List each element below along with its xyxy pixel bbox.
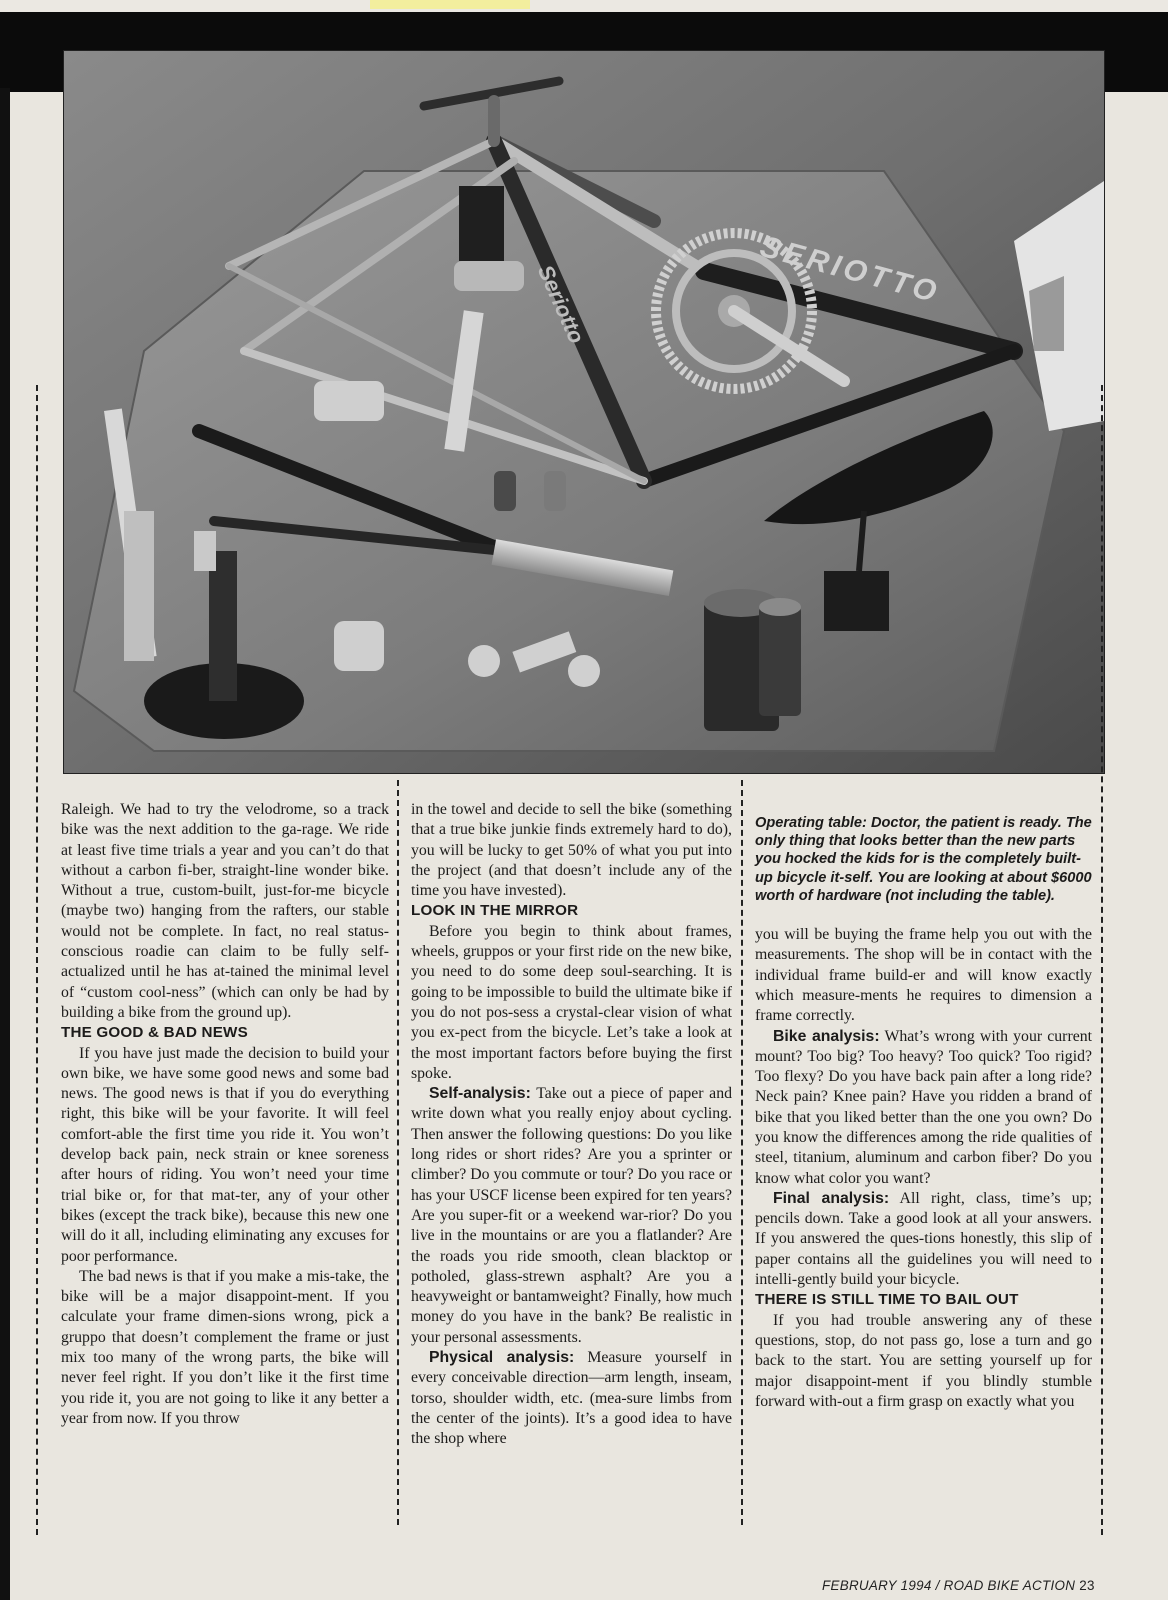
bike-parts-photo bbox=[63, 50, 1105, 774]
col1-paragraph-2: If you have just made the decision to build your own bike, we have some good news and some bad news. The good news is that if you do everything right, this bike will be your favorite. It will feel comfort-able the first time you ride it. You won’t develop back pain, neck strain or knee soreness after hours of riding. You won’t need your time trial bike or, for that mat-ter, any of your other bikes (except the track bike), because this new one will do it all, including eliminating any excuses for poor performance. bbox=[61, 1044, 389, 1265]
col1-paragraph-1: Raleigh. We had to try the velodrome, so a track bike was the next addition to the ga-rage. We ride at least five time trials a year and you can’t do that without a carbon fi-ber, straight-line wonder bike. Without a true, custom-built, just-for-me bicycle (maybe two) hanging from the rafters, our stable would not be complete. In fact, no real status-conscious roadie can claim to be fully self-actualized until he has at-tained the minimal level of “custom cool-ness” (which can only be had by building a bike from the ground up). bbox=[61, 801, 389, 1021]
column-rule-1 bbox=[397, 780, 399, 1525]
self-analysis-text: Take out a piece of paper and write down what you really enjoy about cycling. Then answer the following questions: Do you like long rides or short rides? Are you a sprinter or climber? Do you commute or tour? Do you race or has your USCF license been expired for ten years? Are you super-fit or a weekend war-rior? Do you live in the mountains or are you a flatlander? Are the roads you ride smooth, clean blacktop or potholed, glass-strewn asphalt? Are you a heavyweight or bantamweight? Finally, how much money do you have in the bank? Be realistic in your personal assessments. bbox=[411, 1085, 732, 1346]
issue-line: FEBRUARY 1994 / ROAD BIKE ACTION bbox=[822, 1578, 1076, 1593]
heading-good-bad-news: THE GOOD & BAD NEWS bbox=[61, 1024, 248, 1042]
physical-analysis-lead: Physical analysis: bbox=[429, 1349, 575, 1367]
col1-paragraph-3: The bad news is that if you make a mis-take, the bike will be a major disappoint-ment. If you calculate your frame dimen-sions wrong, pick a gruppo that doesn’t complement the frame or just mix too many of the wrong parts, the bike will never feel right. If you don’t like it the first time you ride it, you are not going to like it any better a year from now. If you throw bbox=[61, 1267, 389, 1427]
physical-analysis-text: Measure yourself in every conceivable direction—arm length, inseam, torso, shoulder width, etc. (mea-sure limbs from the center of the joints). It’s a good idea to have the shop where bbox=[411, 1349, 732, 1448]
yellow-tab bbox=[370, 0, 530, 9]
col3-paragraph-1: you will be buying the frame help you out with the measurements. The shop will be in contact with the individual frame build-er and will know exactly which measure-ments he requires to dimension a frame correctly. bbox=[755, 926, 1092, 1025]
page-footer bbox=[822, 1578, 1095, 1593]
headset-cylinders bbox=[704, 589, 801, 731]
left-margin-rule bbox=[36, 385, 38, 1535]
bike-analysis-text: What’s wrong with your current mount? Too big? Too heavy? Too quick? Too rigid? Too flexy? Do you have back pain after a long ride? Neck pain? Knee pain? Have you ridden a brand of bike that you liked better than the one you own? Do you know the differences among the ride qualities of steel, titanium, aluminum and carbon fiber? Do you know what color you want? bbox=[755, 1027, 1093, 1187]
page-number: 23 bbox=[1079, 1578, 1095, 1593]
top-margin bbox=[0, 0, 1168, 12]
column-2 bbox=[411, 800, 732, 1450]
heading-look-in-mirror: LOOK IN THE MIRROR bbox=[411, 902, 579, 920]
right-margin-rule bbox=[1101, 385, 1103, 1535]
col2-paragraph-2: Before you begin to think about frames, wheels, gruppos or your first ride on the new bike, you need to do some deep soul-searching. It is going to be impossible to build the ultimate bike if you do not pos-sess a crystal-clear vision of what you ex-pect from the bicycle. Let’s take a look at the most important factors before buying the first spoke. bbox=[411, 922, 732, 1082]
self-analysis-lead: Self-analysis: bbox=[429, 1085, 531, 1103]
final-analysis-lead: Final analysis: bbox=[773, 1189, 890, 1207]
col3-paragraph-final-analysis bbox=[755, 1189, 1092, 1290]
col2-paragraph-1: in the towel and decide to sell the bike (something that a true bike junkie finds extremely hard to do), you will be lucky to get 50% of what you put into the project (and that doesn’t include any of the time you have invested). bbox=[411, 801, 732, 900]
col2-paragraph-self-analysis bbox=[411, 1084, 732, 1348]
col3-paragraph-4: If you had trouble answering any of these questions, stop, do not pass go, lose a turn and go back to the start. You are setting yourself up for major disappoint-ment if you blindly stumble forward with-out a firm grasp on exactly what you bbox=[755, 1311, 1092, 1410]
frame-decal-text: SERIOTTO bbox=[756, 230, 944, 310]
column-rule-2 bbox=[741, 780, 743, 1525]
bike-analysis-lead: Bike analysis: bbox=[773, 1027, 880, 1045]
seatpost-block bbox=[459, 186, 504, 261]
final-analysis-text: All right, class, time’s up; pencils down. Take a good look at all your answers. If you answered the ques-tions honestly, this slip of paper contains all the guidelines you will need to intelli-gently build your bicycle. bbox=[755, 1189, 1092, 1289]
col2-paragraph-physical-analysis bbox=[411, 1348, 732, 1449]
column-1 bbox=[61, 800, 389, 1429]
col3-paragraph-bike-analysis bbox=[755, 1027, 1092, 1189]
column-3 bbox=[755, 806, 1092, 1412]
heading-bail-out: THERE IS STILL TIME TO BAIL OUT bbox=[755, 1291, 1019, 1309]
photo-caption: Operating table: Doctor, the patient is ready. The only thing that looks better than the new parts you hocked the kids for is the completely built-up bicycle it-self. You are looking at about $6000 worth of hardware (not including the table). bbox=[755, 815, 1092, 904]
down-tube-decal-text: Seriotto bbox=[532, 261, 590, 348]
binding-edge bbox=[0, 88, 10, 1600]
